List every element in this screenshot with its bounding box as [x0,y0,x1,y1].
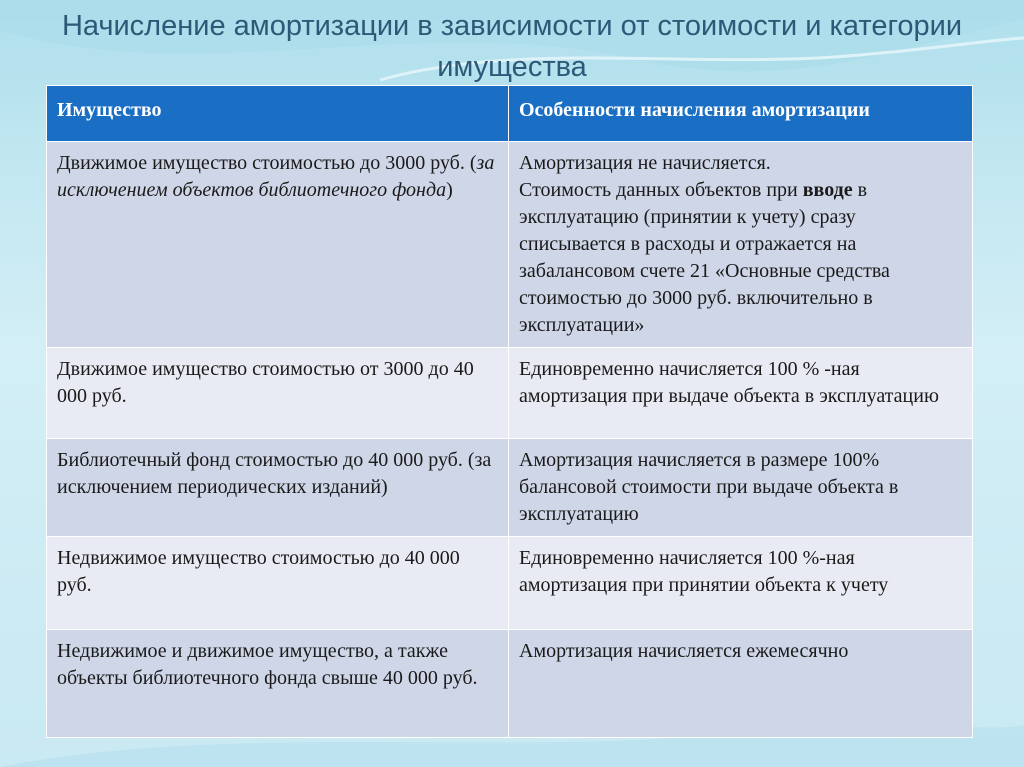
cell-feature [509,142,973,348]
slide-title: Начисление амортизации в зависимости от стоимости и категории имущества [61,10,963,83]
table-row [47,537,973,630]
cell-property: Недвижимое и движимое имущество, а также объекты библиотечного фонда свыше 40 000 руб. [47,630,509,738]
cell-property: Недвижимое имущество стоимостью до 40 000 руб. [47,537,509,630]
header-features: Особенности начисления амортизации [509,86,973,142]
table-header-row [47,86,973,142]
cell-property [47,142,509,348]
table-row [47,439,973,537]
cell-feature: Единовременно начисляется 100 % -ная амортизация при выдаче объекта в эксплуатацию [509,348,973,439]
feature-text-post: в эксплуатацию (принятии к учету) сразу списывается в расходы и отражается на забалансовом счете 21 «Основные средства стоимостью до 3000 руб. включительно в эксплуатации» [519,179,890,336]
header-property: Имущество [47,86,509,142]
cell-property: Движимое имущество стоимостью от 3000 до 40 000 руб. [47,348,509,439]
feature-line1: Амортизация не начисляется. [519,152,771,174]
cell-feature: Единовременно начисляется 100 %-ная амортизация при принятии объекта к учету [509,537,973,630]
table-row [47,630,973,738]
property-text: Движимое имущество стоимостью до 3000 руб. ( [57,152,477,174]
feature-text-pre: Стоимость данных объектов при [519,179,803,201]
table-row [47,348,973,439]
cell-feature: Амортизация начисляется ежемесячно [509,630,973,738]
depreciation-table [46,85,972,745]
property-tail: ) [446,179,453,201]
cell-feature: Амортизация начисляется в размере 100% балансовой стоимости при выдаче объекта в эксплуатацию [509,439,973,537]
feature-bold-text: вводе [802,179,853,201]
table-row [47,142,973,348]
property-italic-text: за исключением объектов библиотечного фонда [57,152,495,201]
cell-property: Библиотечный фонд стоимостью до 40 000 руб. (за исключением периодических изданий) [47,439,509,537]
